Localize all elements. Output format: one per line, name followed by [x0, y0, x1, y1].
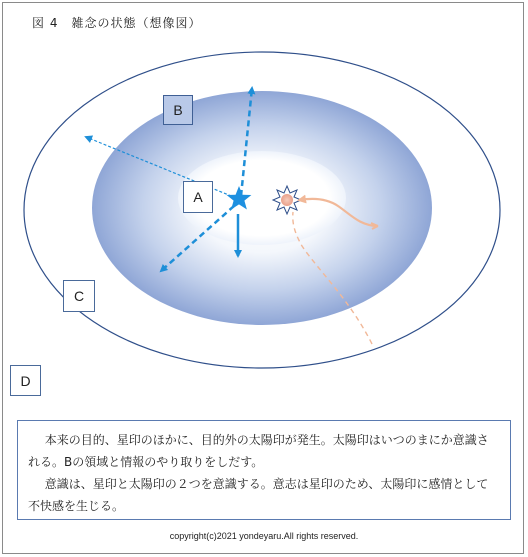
- caption-paragraph-1: 本来の目的、星印のほかに、目的外の太陽印が発生。太陽印はいつのまにか意識される。Bの領域と情報のやり取りをしだす。: [28, 433, 489, 469]
- caption-paragraph-2: 意識は、星印と太陽印の２つを意識する。意志は星印のため、太陽印に感情として不快感を生じる。: [28, 477, 489, 513]
- label-c: C: [63, 280, 95, 312]
- label-d: D: [10, 365, 41, 396]
- sun-icon: [273, 186, 301, 214]
- figure-title: 図 4 雑念の状態（想像図）: [32, 16, 202, 30]
- label-b: B: [163, 95, 193, 125]
- label-a: A: [183, 181, 213, 213]
- caption-box: [17, 420, 511, 520]
- copyright-text: copyright(c)2021 yondeyaru.All rights reserved.: [169, 531, 359, 541]
